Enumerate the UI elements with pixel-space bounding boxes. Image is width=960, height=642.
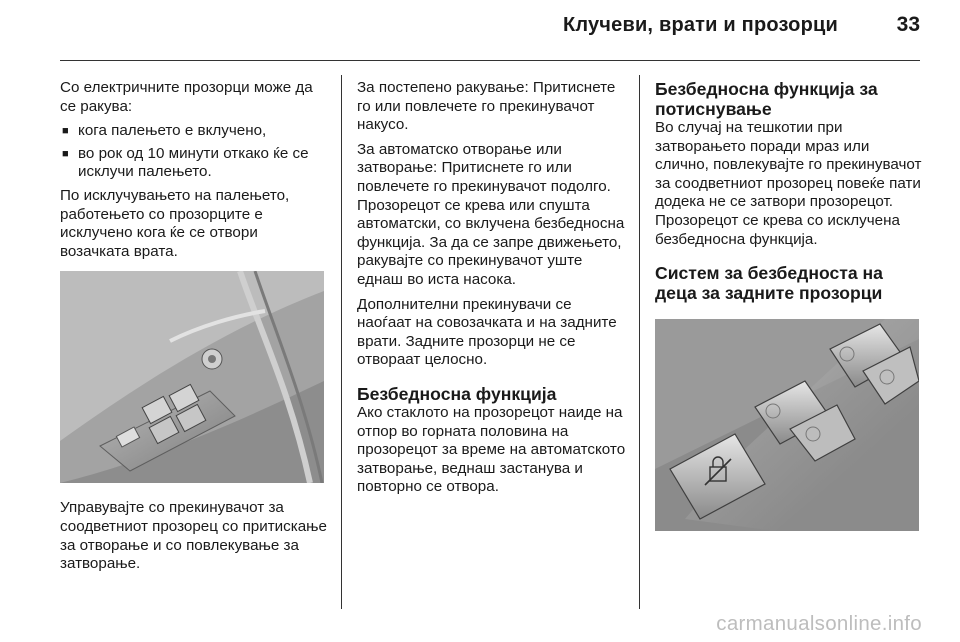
- automatic-operation-paragraph: За автоматско отворање или затворање: Притиснете го или повлечете го прекинувачот подолго. Прозорецот се крева или спушта автоматски, со вклучена безбедносна функција. За да се запре движењето, ракувајте со прекинувачот уште еднаш во иста насока.: [357, 140, 625, 288]
- safety-function-paragraph: Ако стаклото на прозорецот наиде на отпор во горната половина на прозорецот за време на автоматското затворање, веднаш застанува и повторно се отвора.: [357, 403, 626, 496]
- list-item: ■ кога палењето е вклучено,: [62, 122, 267, 140]
- column-1: [60, 79, 330, 580]
- section-title: Клучеви, врати и прозорци: [562, 14, 838, 36]
- safety-function-heading: Безбедносна функција: [357, 383, 557, 404]
- conditions-list: [60, 122, 330, 182]
- ignition-off-paragraph: По исклучувањето на палењето, работењето со прозорците е исклучено кога ќе се отвори возачката врата.: [60, 186, 290, 260]
- column-3: [655, 79, 925, 531]
- square-bullet-icon: ■: [62, 147, 69, 160]
- intro-paragraph: Со електричните прозорци може да се ракува:: [60, 79, 313, 115]
- override-safety-heading: Безбедносна функција за потиснување: [655, 79, 878, 119]
- override-safety-paragraph: Во случај на тешкотии при затворањето поради мраз или слично, повлекувајте го прекинувачот за соодветниот прозорец повеќе пати додека не се затвори прозорецот. Прозорецот се крева со исклучена безбедносна функција.: [655, 119, 922, 248]
- column-2: [357, 79, 629, 503]
- column-divider-2: [639, 75, 640, 609]
- child-lock-switch-illustration: [655, 319, 919, 531]
- door-armrest-illustration: [60, 271, 324, 483]
- column-divider-1: [341, 75, 342, 609]
- header-divider: [60, 60, 920, 61]
- page-number: 33: [896, 13, 920, 36]
- window-switch-figure: [60, 271, 324, 483]
- gradual-operation-paragraph: За постепено ракување: Притиснете го или повлечете го прекинувачот накусо.: [357, 79, 616, 134]
- watermark-logo: carmanualsonline.info: [716, 612, 922, 635]
- list-item: ■ во рок од 10 минути откако ќе се исклучи палењето.: [62, 144, 309, 181]
- square-bullet-icon: ■: [62, 125, 69, 138]
- operate-switch-paragraph: Управувајте со прекинувачот за соодветниот прозорец со притискање за отворање и со повлекување за затворање.: [60, 499, 327, 573]
- child-safety-heading: Систем за безбедноста на деца за задните прозорци: [655, 263, 883, 304]
- child-lock-figure: [655, 319, 919, 531]
- additional-switches-paragraph: Дополнителни прекинувачи се наоѓаат на совозачката и на задните врати. Задните прозорци не се отвораат целосно.: [357, 295, 617, 369]
